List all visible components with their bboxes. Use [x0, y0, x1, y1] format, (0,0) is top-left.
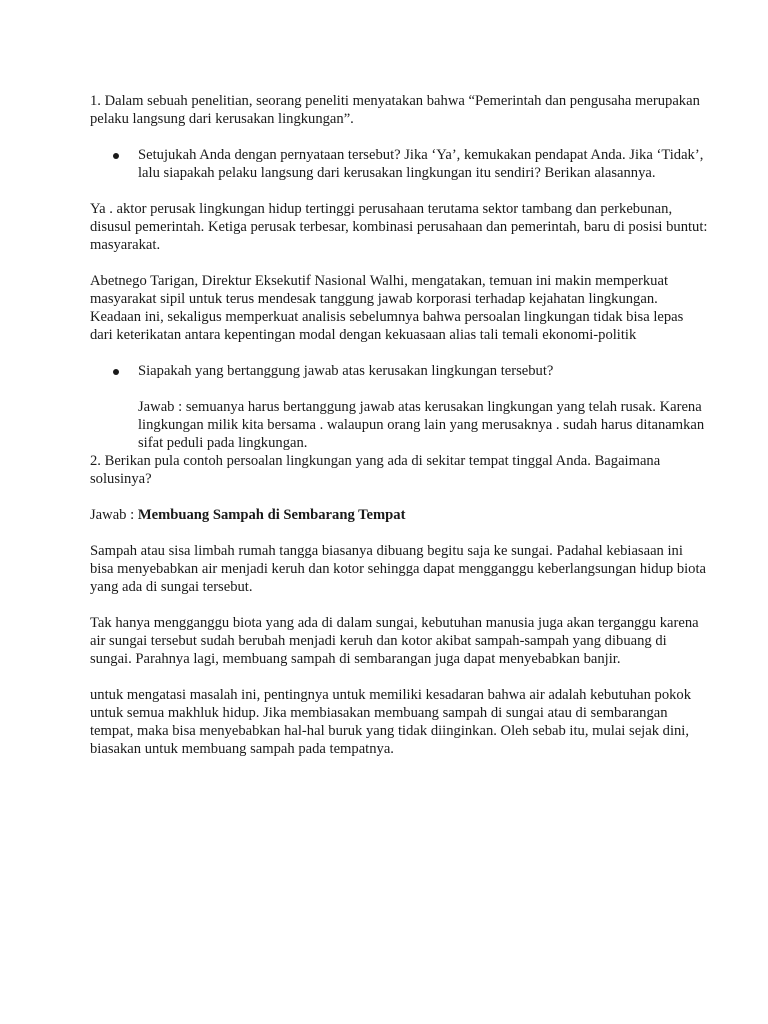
bullet-text: Siapakah yang bertanggung jawab atas kerusakan lingkungan tersebut? [138, 363, 554, 379]
answer-paragraph-3: Sampah atau sisa limbah rumah tangga biasanya dibuang begitu saja ke sungai. Padahal kebiasaan ini bisa menyebabkan air menjadi keruh dan kotor sehingga dapat mengganggu keberlangsungan hidup biota yang ada di sungai tersebut. [90, 543, 707, 595]
list-item [90, 362, 708, 380]
question-2: 2. Berikan pula contoh persoalan lingkungan yang ada di sekitar tempat tinggal Anda. Bagaimana solusinya? [90, 453, 661, 487]
question-1-bullet-list-b [90, 362, 708, 380]
bullet-icon [113, 153, 119, 159]
bullet-text: Setujukah Anda dengan pernyataan tersebut? Jika ‘Ya’, kemukakan pendapat Anda. Jika ‘Tidak’, lalu siapakah pelaku langsung dari kerusakan lingkungan itu sendiri? Berikan alasannya. [138, 147, 704, 181]
answer-paragraph-5: untuk mengatasi masalah ini, pentingnya untuk memiliki kesadaran bahwa air adalah kebutuhan pokok untuk semua makhluk hidup. Jika membiasakan membuang sampah di sungai atau di sembarangan tempat, maka bisa menyebabkan hal-hal buruk yang tidak diinginkan. Oleh sebab itu, mulai sejak dini, biasakan untuk membuang sampah pada tempatnya. [90, 687, 692, 757]
answer-paragraph-2: Abetnego Tarigan, Direktur Eksekutif Nasional Walhi, mengatakan, temuan ini makin memperkuat masyarakat sipil untuk terus mendesak tanggung jawab korporasi terhadap kejahatan lingkungan. Keadaan ini, sekaligus memperkuat analisis sebelumnya bahwa persoalan lingkungan tidak bisa lepas dari keterikatan antara kepentingan modal dengan kekuasaan alias tali temali ekonomi-politik [90, 273, 684, 343]
question-1: 1. Dalam sebuah penelitian, seorang peneliti menyatakan bahwa “Pemerintah dan pengusaha merupakan pelaku langsung dari kerusakan lingkungan”. [90, 93, 700, 127]
bullet-answer: Jawab : semuanya harus bertanggung jawab atas kerusakan lingkungan yang telah rusak. Karena lingkungan milik kita bersama . walaupun orang lain yang merusaknya . sudah harus ditanamkan sifat peduli pada lingkungan. [138, 399, 705, 451]
answer-paragraph-1: Ya . aktor perusak lingkungan hidup tertinggi perusahaan terutama sektor tambang dan perkebunan, disusul pemerintah. Ketiga perusak terbesar, kombinasi perusahaan dan pemerintah, baru di posisi buntut: masyarakat. [90, 201, 708, 253]
list-item [90, 146, 708, 182]
answer-heading [90, 506, 708, 524]
bullet-icon [113, 369, 119, 375]
answer-paragraph-4: Tak hanya mengganggu biota yang ada di dalam sungai, kebutuhan manusia juga akan terganggu karena air sungai tersebut sudah berubah menjadi keruh dan kotor akibat sampah-sampah yang dibuang di sungai. Parahnya lagi, membuang sampah di sembarangan juga dapat menyebabkan banjir. [90, 615, 699, 667]
answer-title: Membuang Sampah di Sembarang Tempat [137, 507, 406, 523]
answer-label: Jawab : [90, 507, 138, 523]
question-1-bullet-list-a [90, 146, 708, 182]
